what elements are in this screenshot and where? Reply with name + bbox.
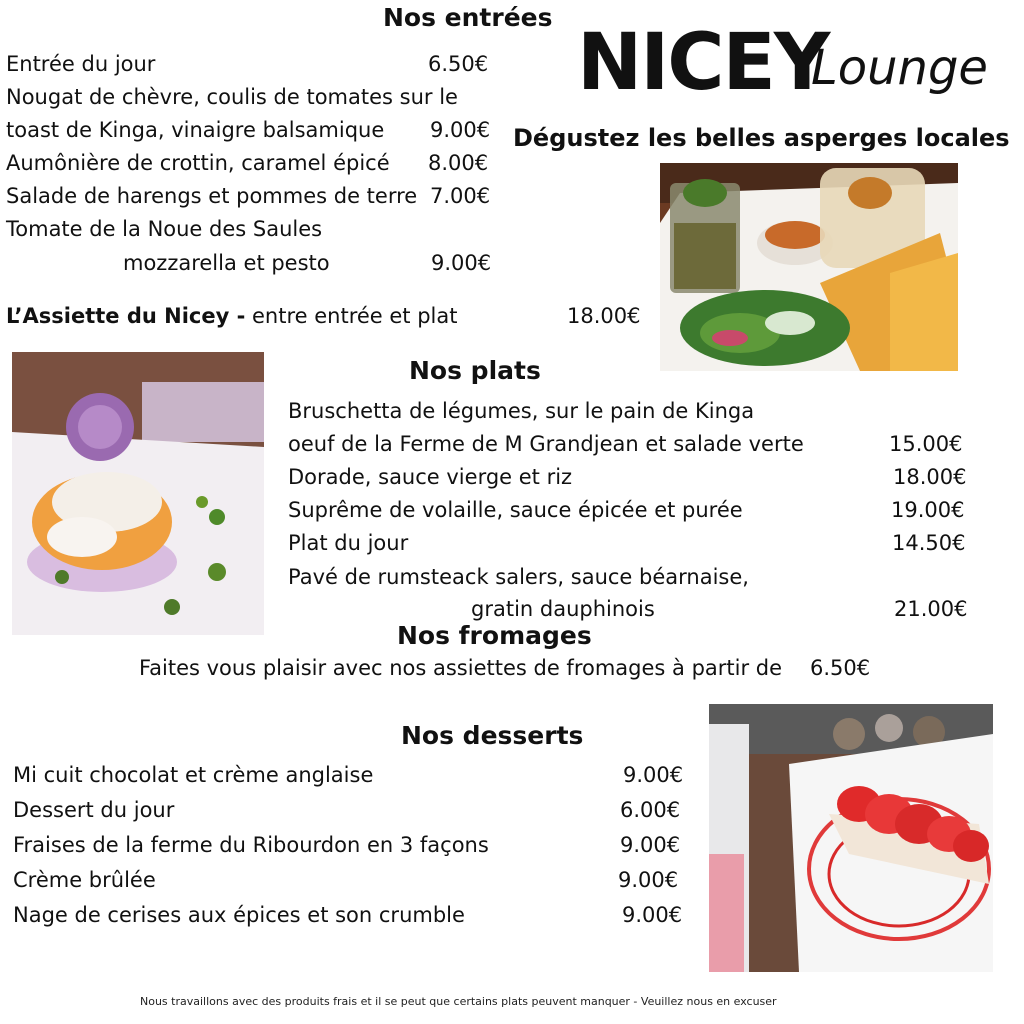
entree-5-name-cont: mozzarella et pesto: [123, 251, 330, 275]
plat-6-name-cont: gratin dauphinois: [471, 597, 655, 621]
logo-name: NICEY: [577, 18, 829, 108]
dessert-1-name: Mi cuit chocolat et crème anglaise: [13, 763, 374, 787]
entree-2-name-cont: toast de Kinga, vinaigre balsamique: [6, 118, 385, 142]
logo: [577, 18, 1007, 118]
entree-5-price: 9.00€: [431, 251, 492, 275]
plat-2-name: oeuf de la Ferme de M Grandjean et salade verte: [288, 432, 804, 456]
plat-3-price: 18.00€: [893, 465, 967, 489]
starter-dish-photo: [12, 352, 264, 635]
plats-title: Nos plats: [409, 356, 541, 385]
logo-lounge: Lounge: [811, 40, 988, 96]
plat-3-name: Dorade, sauce vierge et riz: [288, 465, 573, 489]
footer-note: Nous travaillons avec des produits frais et il se peut que certains plats peuvent manquer - Veuillez nous en excuser: [140, 995, 777, 1008]
dessert-5-price: 9.00€: [622, 903, 683, 927]
dessert-2-price: 6.00€: [620, 798, 681, 822]
asparagus-dish-photo: [660, 163, 958, 371]
plat-4-name: Suprême de volaille, sauce épicée et purée: [288, 498, 743, 522]
entree-2-name: Nougat de chèvre, coulis de tomates sur le: [6, 85, 458, 109]
dessert-5-name: Nage de cerises aux épices et son crumble: [13, 903, 465, 927]
assiette-line: [6, 304, 457, 328]
plat-4-price: 19.00€: [891, 498, 965, 522]
assiette-price: 18.00€: [567, 304, 641, 328]
plat-5-name: Plat du jour: [288, 531, 409, 555]
fromages-title: Nos fromages: [397, 621, 592, 650]
entree-2-price: 9.00€: [430, 118, 491, 142]
plat-5-price: 14.50€: [892, 531, 966, 555]
dessert-3-price: 9.00€: [620, 833, 681, 857]
entree-1-name: Entrée du jour: [6, 52, 156, 76]
dessert-3-name: Fraises de la ferme du Ribourdon en 3 façons: [13, 833, 489, 857]
dessert-1-price: 9.00€: [623, 763, 684, 787]
fromages-price: 6.50€: [810, 656, 871, 680]
desserts-title: Nos desserts: [401, 721, 584, 750]
entrees-title: Nos entrées: [383, 3, 553, 32]
entree-3-name: Aumônière de crottin, caramel épicé: [6, 151, 390, 175]
plat-1-name: Bruschetta de légumes, sur le pain de Kinga: [288, 399, 755, 423]
assiette-name: L’Assiette du Nicey -: [6, 304, 246, 328]
entree-3-price: 8.00€: [428, 151, 489, 175]
dessert-4-name: Crème brûlée: [13, 868, 156, 892]
dessert-2-name: Dessert du jour: [13, 798, 175, 822]
strawberry-dessert-photo: [709, 704, 993, 972]
entree-5-name: Tomate de la Noue des Saules: [6, 217, 323, 241]
plat-6-name: Pavé de rumsteack salers, sauce béarnaise,: [288, 565, 749, 589]
plat-6-price: 21.00€: [894, 597, 968, 621]
entree-4-name: Salade de harengs et pommes de terre: [6, 184, 418, 208]
plat-2-price: 15.00€: [889, 432, 963, 456]
entree-4-price: 7.00€: [430, 184, 491, 208]
dessert-4-price: 9.00€: [618, 868, 679, 892]
fromages-text: Faites vous plaisir avec nos assiettes de fromages à partir de: [139, 656, 783, 680]
entree-1-price: 6.50€: [428, 52, 489, 76]
tagline: Dégustez les belles asperges locales: [513, 124, 1010, 152]
assiette-desc: entre entrée et plat: [245, 304, 458, 328]
